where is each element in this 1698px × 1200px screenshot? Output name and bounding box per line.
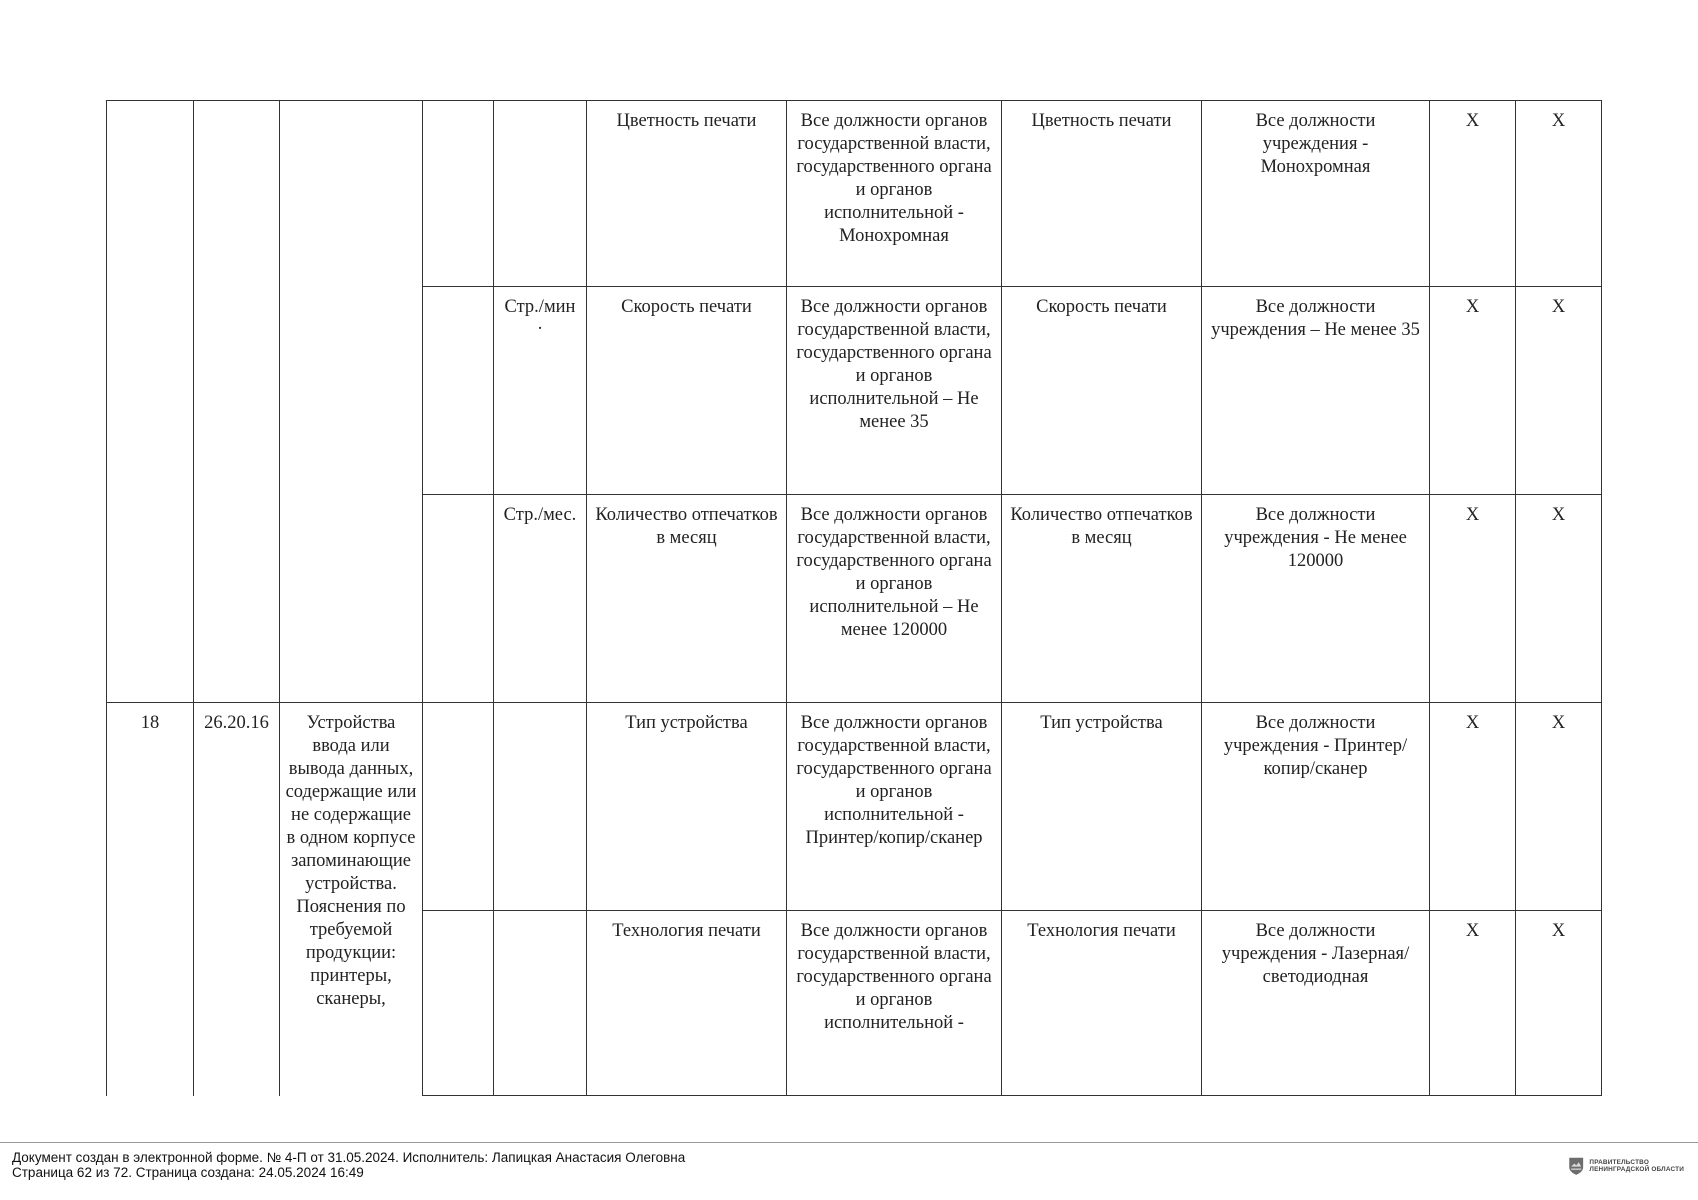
- value-cell: Все должности учреждения – Не менее 35: [1202, 287, 1430, 495]
- characteristic-cell: Цветность печати: [1002, 101, 1202, 287]
- x-mark-cell: X: [1430, 101, 1516, 287]
- characteristic-cell: Технология печати: [1002, 911, 1202, 1096]
- characteristic-cell: Скорость печати: [1002, 287, 1202, 495]
- unit-cell: [494, 911, 587, 1096]
- x-mark-cell: X: [1516, 495, 1602, 703]
- product-name-cell: Устройства ввода или вывода данных, содержащие или не содержащие в одном корпусе запоминающие устройства. Пояснения по требуемой продукции: принтеры, сканеры,: [280, 703, 423, 1096]
- characteristic-cell: Тип устройства: [587, 703, 787, 911]
- table-row: [107, 703, 1602, 911]
- characteristic-cell: Технология печати: [587, 911, 787, 1096]
- x-mark-cell: X: [1430, 287, 1516, 495]
- extra-cell: [423, 101, 494, 287]
- value-cell: Все должности органов государственной власти, государственного органа и органов исполнительной - Принтер/копир/сканер: [787, 703, 1002, 911]
- x-mark-cell: X: [1516, 101, 1602, 287]
- value-cell: Все должности учреждения - Лазерная/светодиодная: [1202, 911, 1430, 1096]
- characteristic-cell: Тип устройства: [1002, 703, 1202, 911]
- government-emblem-icon: [1568, 1151, 1584, 1181]
- unit-extra-mark: .: [537, 314, 543, 334]
- item-number-cell: 18: [107, 703, 194, 1096]
- footer-document-info: Документ создан в электронной форме. № 4-П от 31.05.2024. Исполнитель: Лапицкая Анастасия Олеговна: [12, 1150, 686, 1165]
- characteristics-table: [106, 100, 1602, 1096]
- x-mark-cell: X: [1430, 703, 1516, 911]
- footer-page-info: Страница 62 из 72. Страница создана: 24.05.2024 16:49: [12, 1165, 364, 1180]
- x-mark-cell: X: [1516, 911, 1602, 1096]
- x-mark-cell: X: [1516, 287, 1602, 495]
- x-mark-cell: X: [1430, 911, 1516, 1096]
- unit-cell: [494, 703, 587, 911]
- value-cell: Все должности органов государственной власти, государственного органа и органов исполнительной - Монохромная: [787, 101, 1002, 287]
- government-logo: [1568, 1149, 1688, 1183]
- characteristic-cell: Количество отпечатков в месяц: [1002, 495, 1202, 703]
- x-mark-cell: X: [1516, 703, 1602, 911]
- x-mark-cell: X: [1430, 495, 1516, 703]
- extra-cell: [423, 287, 494, 495]
- document-footer: [12, 1150, 685, 1180]
- unit-cell: Стр./мес.: [494, 495, 587, 703]
- value-cell: Все должности учреждения - Не менее 120000: [1202, 495, 1430, 703]
- extra-cell: [423, 911, 494, 1096]
- number-cell-empty: [107, 101, 194, 703]
- unit-cell: [494, 101, 587, 287]
- value-cell: Все должности органов государственной власти, государственного органа и органов исполнительной -: [787, 911, 1002, 1096]
- characteristic-cell: Цветность печати: [587, 101, 787, 287]
- extra-cell: [423, 495, 494, 703]
- okpd-code-cell: 26.20.16: [194, 703, 280, 1096]
- value-cell: Все должности учреждения - Принтер/копир/сканер: [1202, 703, 1430, 911]
- table-row: [107, 101, 1602, 287]
- unit-label: Стр./мин: [504, 297, 576, 317]
- value-cell: Все должности органов государственной власти, государственного органа и органов исполнительной – Не менее 35: [787, 287, 1002, 495]
- extra-cell: [423, 703, 494, 911]
- unit-cell: [494, 287, 587, 495]
- code-cell-empty: [194, 101, 280, 703]
- characteristic-cell: Количество отпечатков в месяц: [587, 495, 787, 703]
- value-cell: Все должности органов государственной власти, государственного органа и органов исполнительной – Не менее 120000: [787, 495, 1002, 703]
- logo-caption: ПРАВИТЕЛЬСТВО ЛЕНИНГРАДСКОЙ ОБЛАСТИ: [1589, 1158, 1685, 1173]
- footer-divider: [0, 1142, 1698, 1143]
- characteristic-cell: Скорость печати: [587, 287, 787, 495]
- name-cell-empty: [280, 101, 423, 703]
- value-cell: Все должности учреждения - Монохромная: [1202, 101, 1430, 287]
